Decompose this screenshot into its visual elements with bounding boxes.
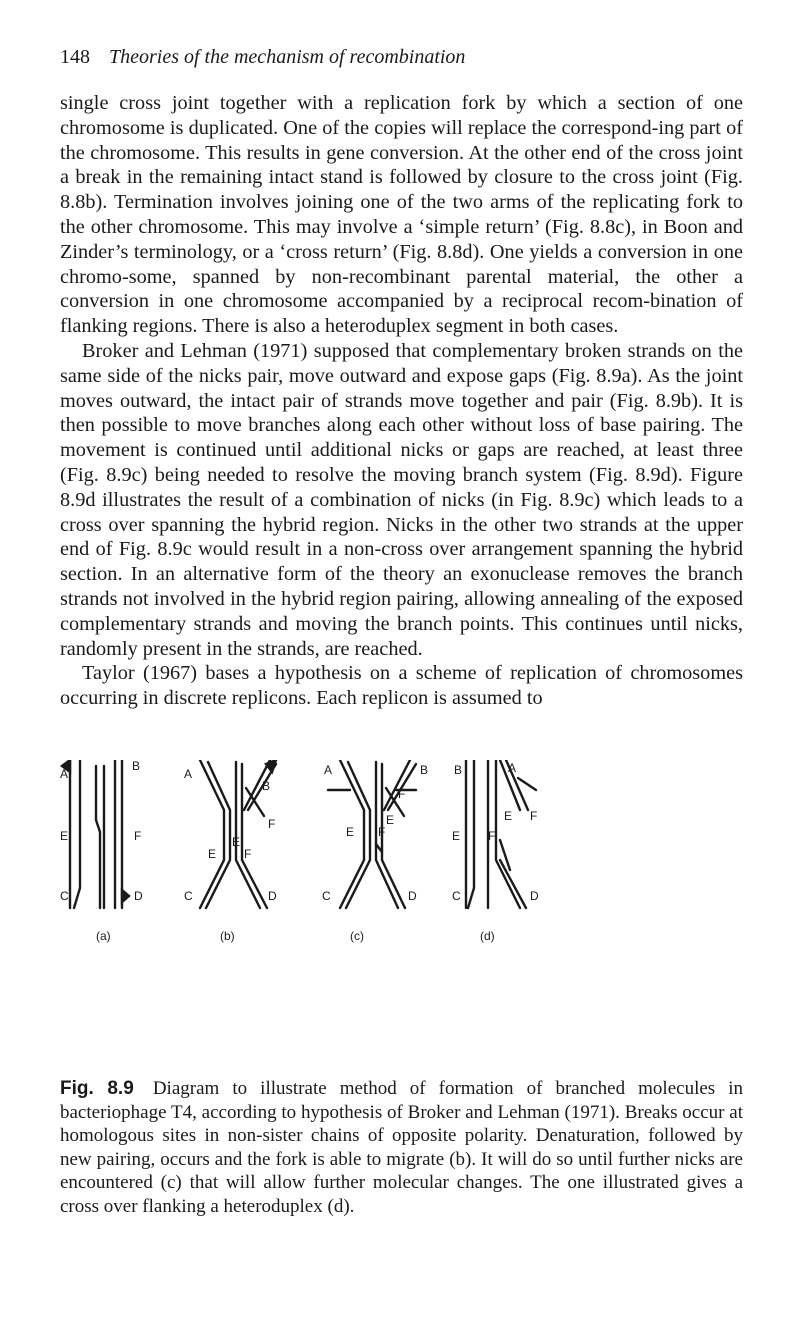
figure-diagram — [60, 760, 743, 1070]
figure-caption — [60, 1077, 743, 1219]
label-c-F-lower: F — [378, 825, 386, 839]
label-a-A: A — [60, 767, 69, 781]
label-c-F: F — [398, 787, 406, 801]
label-c-C: C — [322, 889, 331, 903]
panel-d-strands — [466, 760, 536, 908]
caption-label: Fig. 8.9 — [60, 1078, 134, 1099]
label-c-E-upper: E — [386, 813, 395, 827]
label-d-B: B — [454, 763, 463, 777]
label-c-D: D — [408, 889, 417, 903]
body-text — [60, 91, 743, 711]
label-a-C: C — [60, 889, 69, 903]
label-c-A: A — [324, 763, 333, 777]
label-b-A: A — [184, 767, 193, 781]
panel-label-b: (b) — [220, 929, 235, 943]
label-d-C: C — [452, 889, 461, 903]
label-b-E: E — [208, 847, 217, 861]
label-b-F: F — [268, 817, 276, 831]
label-d-A: A — [508, 761, 517, 775]
label-b-B: B — [262, 779, 271, 793]
panel-c-strands — [328, 760, 416, 908]
figure-8-9 — [60, 760, 743, 1070]
label-b-F-lower: F — [244, 847, 252, 861]
label-a-B: B — [132, 760, 141, 773]
page-header — [60, 46, 465, 69]
label-a-E: E — [60, 829, 69, 843]
label-d-E-upper: E — [504, 809, 513, 823]
label-d-E: E — [452, 829, 461, 843]
label-b-C: C — [184, 889, 193, 903]
label-b-E-upper: E — [232, 835, 241, 849]
page-number: 148 — [60, 46, 90, 68]
label-d-D: D — [530, 889, 539, 903]
label-a-F: F — [134, 829, 142, 843]
paragraph-2: Broker and Lehman (1971) supposed that complementary broken strands on the same side of the nicks pair, move outward and expose gaps (Fig. 8.9a). As the joint moves outward, the intact pair of strands move together and pair (Fig. 8.9b). It is then possible to move branches along each other without loss of base pairing. The movement is continued until additional nicks or gaps are reached, at least three (Fig. 8.9c) being needed to resolve the moving branch system (Fig. 8.9d). Figure 8.9d illustrates the result of a combination of nicks (in Fig. 8.9c) which leads to a cross over spanning the hybrid region. Nicks in the other two strands at the upper end of Fig. 8.9c would result in a non-cross over arrangement spanning the hybrid section. In an alternative form of the theory an exonuclease removes the branch strands not involved in the hybrid region pairing, allowing annealing of the exposed complementary strands and moving the branch points. This continues until nicks, randomly present in the strands, are reached. — [60, 339, 743, 660]
panel-a-strands — [62, 760, 129, 908]
label-d-F-upper: F — [530, 809, 538, 823]
label-a-D: D — [134, 889, 143, 903]
panel-label-c: (c) — [350, 929, 364, 943]
running-title: Theories of the mechanism of recombination — [109, 46, 466, 68]
label-c-B: B — [420, 763, 429, 777]
paragraph-1: single cross joint together with a replication fork by which a section of one chromosome is duplicated. One of the copies will replace the correspond-ing part of the chromosome. This results in gene conversion. At the other end of the cross joint a break in the remaining intact stand is followed by closure to the cross joint (Fig. 8.8b). Termination involves joining one of the two arms of the replicating fork to the other chromosome. This may involve a ‘simple return’ (Fig. 8.8c), in Boon and Zinder’s terminology, or a ‘cross return’ (Fig. 8.8d). One yields a conversion in one chromo-some, spanned by non-recombinant parental material, the other a conversion in one chromosome accompanied by a reciprocal recom-bination of flanking regions. There is also a heteroduplex segment in both cases. — [60, 92, 743, 338]
paragraph-3: Taylor (1967) bases a hypothesis on a scheme of replication of chromosomes occurring in discrete replicons. Each replicon is assumed to — [60, 662, 743, 710]
panel-label-d: (d) — [480, 929, 495, 943]
caption-text: Diagram to illustrate method of formation of branched molecules in bacteriophage T4, according to hypothesis of Broker and Lehman (1971). Breaks occur at homologous sites in non-sister chains of opposite polarity. Denaturation, followed by new pairing, occurs and the fork is able to migrate (b). It will do so until further nicks are encountered (c) that will allow further molecular changes. The one illustrated gives a cross over flanking a heteroduplex (d). — [60, 1078, 743, 1217]
label-b-D: D — [268, 889, 277, 903]
label-c-E: E — [346, 825, 355, 839]
panel-label-a: (a) — [96, 929, 111, 943]
label-d-F: F — [488, 829, 496, 843]
